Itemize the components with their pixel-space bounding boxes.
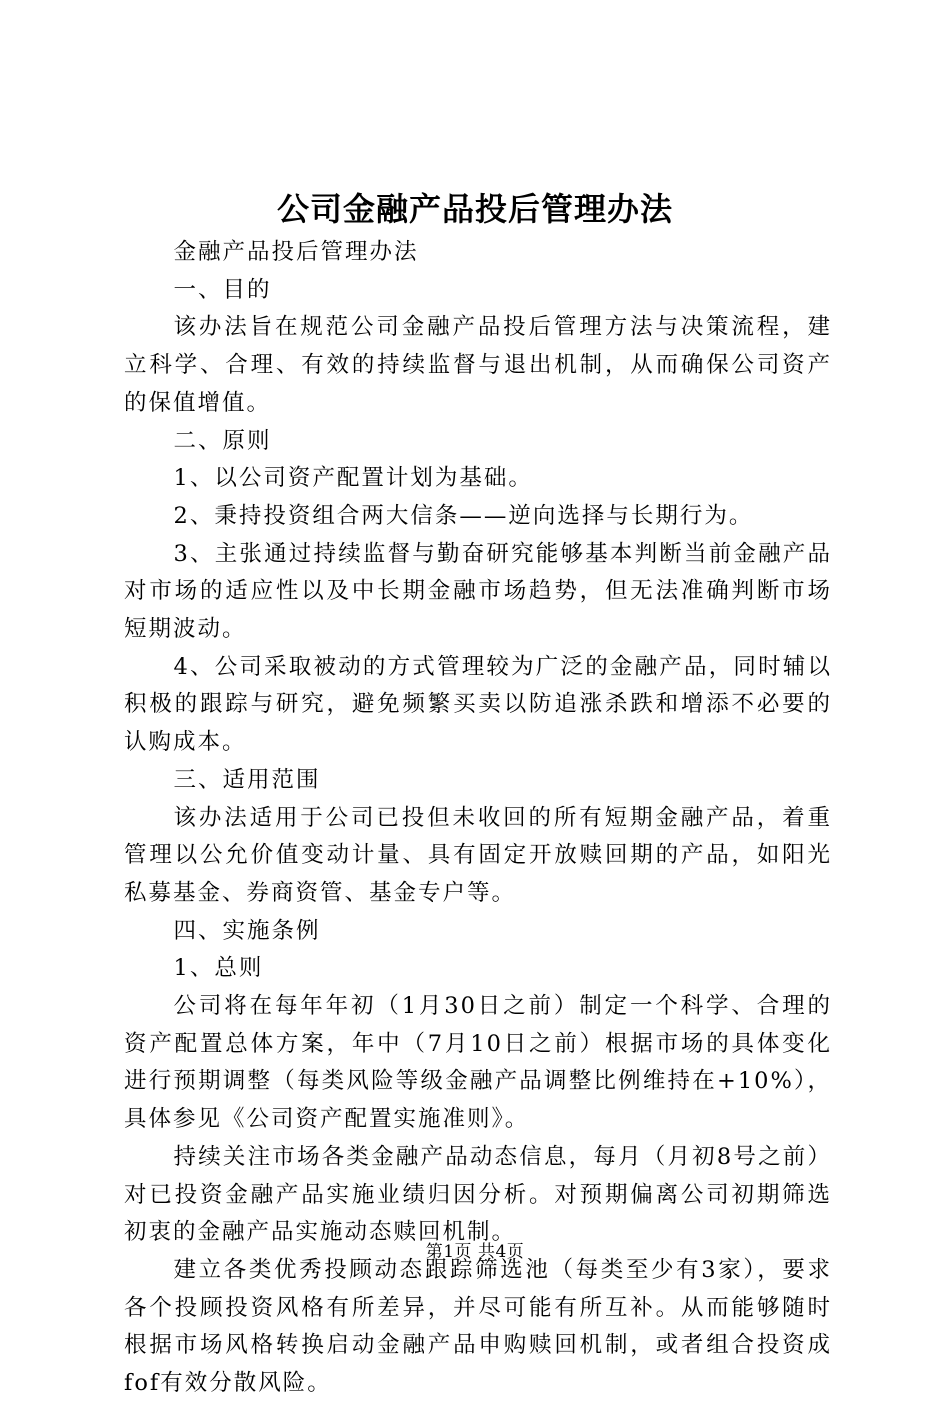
paragraph-principle-3: 3、主张通过持续监督与勤奋研究能够基本判断当前金融产品对市场的适应性以及中长期金融市场趋势，但无法准确判断市场短期波动。 [124,540,832,643]
paragraph-scope: 该办法适用于公司已投但未收回的所有短期金融产品，着重管理以公允价值变动计量、具有固定开放赎回期的产品，如阳光私募基金、券商资管、基金专户等。 [124,804,832,906]
paragraph-subtitle: 金融产品投后管理办法 [173,239,419,265]
paragraph-general-3: 建立各类优秀投顾动态跟踪筛选池（每类至少有3家），要求各个投顾投资风格有所差异，并尽可能有所互补。从而能够随时根据市场风格转换启动金融产品申购赎回机制，或者组合投资成fof有效分散风险。 [124,1256,832,1397]
page-number-footer: 第1页 共4页 [425,1242,525,1262]
document-title: 公司金融产品投后管理办法 [276,190,673,228]
section-heading-purpose: 一、目的 [173,276,272,303]
paragraph-principle-4: 4、公司采取被动的方式管理较为广泛的金融产品，同时辅以积极的跟踪与研究，避免频繁买卖以防追涨杀跌和增添不必要的认购成本。 [124,653,832,756]
subsection-heading-general: 1、总则 [173,955,264,982]
paragraph-general-1: 公司将在每年年初（1月30日之前）制定一个科学、合理的资产配置总体方案，年中（7月10日之前）根据市场的具体变化进行预期调整（每类风险等级金融产品调整比例维持在+10%），具体参见《公司资产配置实施准则》。 [124,993,832,1133]
paragraph-general-2: 持续关注市场各类金融产品动态信息，每月（月初8号之前）对已投资金融产品实施业绩归因分析。对预期偏离公司初期筛选初衷的金融产品实施动态赎回机制。 [124,1143,832,1246]
paragraph-purpose: 该办法旨在规范公司金融产品投后管理方法与决策流程，建立科学、合理、有效的持续监督与退出机制，从而确保公司资产的保值增值。 [124,314,832,416]
paragraph-principle-2: 2、秉持投资组合两大信条——逆向选择与长期行为。 [173,502,754,529]
section-heading-implementation: 四、实施条例 [173,917,321,944]
document-body [124,234,832,1403]
section-heading-principles: 二、原则 [173,427,272,454]
paragraph-principle-1: 1、以公司资产配置计划为基础。 [173,465,533,492]
section-heading-scope: 三、适用范围 [173,766,321,793]
